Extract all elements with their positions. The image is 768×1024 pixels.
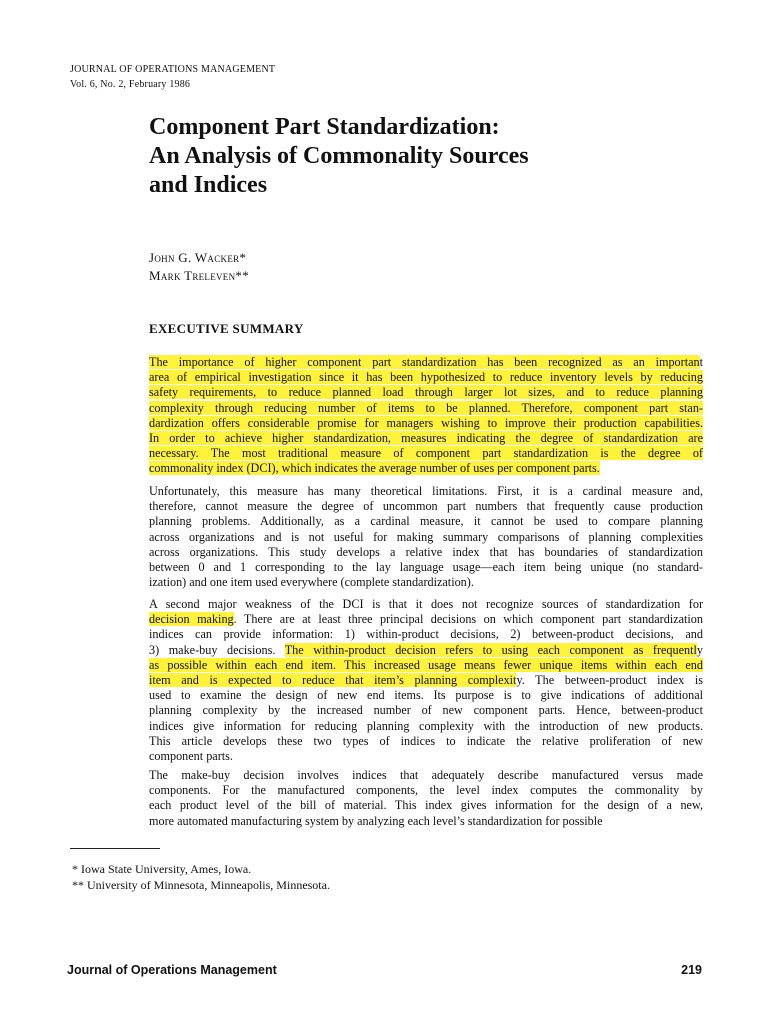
text-segment: component parts. (149, 748, 233, 763)
text-segment: Unfortunately, this measure has many theoretical limitations. First, it is a cardinal measure and, (149, 484, 703, 498)
highlighted-text: as possible within each end item. This increased usage means fewer unique items within each end (149, 657, 703, 672)
text-line (149, 703, 703, 718)
paragraph (149, 355, 703, 477)
text-line (149, 401, 703, 416)
text-segment: therefore, cannot measure the degree of uncommon part numbers that frequently cause production (149, 499, 703, 514)
text-line (149, 461, 703, 476)
text-segment: This article develops these two types of indices to indicate the relative proliferation of new (149, 733, 703, 748)
text-line (149, 431, 703, 446)
text-line (149, 514, 703, 529)
text-segment: planning problems. Additionally, as a cardinal measure, it cannot be used to compare planning (149, 514, 703, 529)
highlighted-text: commonality index (DCI), which indicates the average number of uses per component parts. (149, 461, 600, 476)
text-segment: components. For the manufactured components, the level index computes the commonality by (149, 783, 703, 798)
text-segment: between 0 and 1 corresponding to the lay language usage—each item being unique (no standard- (149, 559, 703, 574)
page-number: 219 (681, 963, 702, 977)
title-line: Component Part Standardization: (149, 114, 500, 140)
text-line (149, 798, 703, 813)
paragraph (149, 484, 703, 590)
text-line (149, 545, 703, 560)
highlighted-text: In order to achieve higher standardization, measures indicating the degree of standardization are (149, 430, 703, 445)
text-line (149, 484, 703, 499)
text-line (149, 575, 703, 590)
text-segment: . There are at least three principal decisions on which component part standardization (233, 612, 703, 627)
text-segment: ization) and one item used everywhere (complete standardization). (149, 575, 474, 590)
highlighted-text: The within-product decision refers to using each component as frequentl (284, 642, 697, 657)
text-segment: more automated manufacturing system by analyzing each level’s standardization for possible (149, 813, 603, 828)
text-line (149, 385, 703, 400)
highlighted-text: dardization offers considerable promise for managers wishing to improve their production capabilities. (149, 415, 703, 430)
highlighted-text: necessary. The most traditional measure of component part standardization is the degree of (149, 446, 703, 461)
article-title (149, 113, 529, 200)
text-line (149, 688, 703, 703)
footnote: ** University of Minnesota, Minneapolis, Minnesota. (72, 878, 330, 892)
text-line (149, 768, 703, 783)
volume-info: Vol. 6, No. 2, February 1986 (70, 79, 191, 90)
text-segment: y (696, 642, 703, 657)
journal-header (70, 62, 275, 92)
text-line (149, 658, 703, 673)
text-line (149, 530, 703, 545)
title-line: An Analysis of Commonality Sources (149, 143, 529, 169)
text-segment: The make-buy decision involves indices that adequately describe manufactured versus made (149, 768, 703, 782)
text-line (149, 560, 703, 575)
text-segment: indices can provide information: 1) within-product decisions, 2) between-product decisions, and (149, 627, 703, 642)
footnotes (72, 861, 330, 893)
text-segment: 3) make-buy decisions. (149, 642, 285, 657)
highlighted-text: item and is expected to reduce that item’s planning complexit (149, 672, 517, 687)
highlighted-text: The importance of higher component part standardization has been recognized as an importan (149, 355, 700, 369)
journal-name: JOURNAL OF OPERATIONS MANAGEMENT (70, 64, 276, 75)
text-line (149, 416, 703, 431)
text-line (149, 643, 703, 658)
text-line (149, 814, 703, 829)
author-name: John G. Wacker* (149, 250, 247, 265)
text-line (149, 673, 703, 688)
text-line (149, 499, 703, 514)
paragraph (149, 597, 703, 764)
footnote: * Iowa State University, Ames, Iowa. (72, 862, 252, 876)
text-segment: y. The between-product index is (516, 672, 703, 687)
text-line (149, 783, 703, 798)
text-line (149, 719, 703, 734)
text-line (149, 627, 703, 642)
highlighted-text: decision making (149, 612, 234, 627)
text-line (149, 370, 703, 385)
text-line (149, 734, 703, 749)
title-line: and Indices (149, 172, 268, 198)
paragraph (149, 768, 703, 829)
text-segment: indices give information for reducing planning complexity with the introduction of new products. (149, 718, 703, 733)
text-segment: across organizations and is not useful for making summary comparisons of planning complexities (149, 529, 703, 544)
highlighted-text: complexity through reducing number of items to be planned. Therefore, component part stan- (149, 400, 703, 415)
text-line (149, 446, 703, 461)
text-line (149, 355, 703, 370)
text-segment: used to examine the design of new end items. Its purpose is to give indications of additional (149, 688, 703, 703)
text-segment: across organizations. This study develops a relative index that has boundaries of standardization (149, 544, 703, 559)
text-line (149, 597, 703, 612)
text-segment: each product level of the bill of material. This index gives information for the design of a new, (149, 798, 703, 813)
text-segment: A second major weakness of the DCI is that it does not recognize sources of standardization for (149, 597, 703, 611)
footer-journal-name: Journal of Operations Management (67, 963, 277, 977)
footnote-divider (70, 848, 160, 849)
author-name: Mark Treleven** (149, 268, 250, 283)
author-list (149, 249, 249, 285)
text-line (149, 749, 703, 764)
highlighted-text: safety requirements, to reduce planned load through larger lot sizes, and to reduce planning (149, 385, 703, 400)
text-line (149, 612, 703, 627)
section-heading: EXECUTIVE SUMMARY (149, 321, 304, 336)
text-segment: t (699, 355, 703, 369)
highlighted-text: area of empirical investigation since it has been hypothesized to reduce inventory levels by reducing (149, 370, 703, 385)
text-segment: planning complexity by the increased number of new component parts. Hence, between-product (149, 703, 703, 718)
